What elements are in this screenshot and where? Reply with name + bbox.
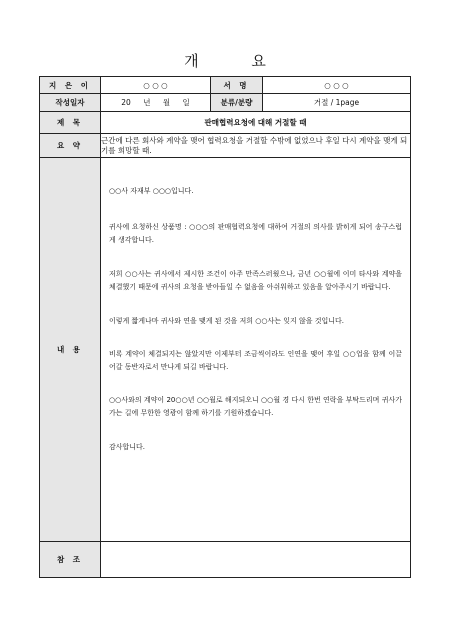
signature-label: 서 명	[211, 77, 263, 94]
content-paragraph: 저희 ○○사는 귀사에서 제시한 조건이 아주 만족스러웠으나, 금년 ○○월에 이미 타사와 계약을 체결했기 때문에 귀사의 요청을 받아들일 수 없음을 아쉬워하고 있음을 알아주시기 바랍니다.	[109, 270, 402, 291]
content-paragraph: ○○사와의 계약이 20○○년 ○○월로 해지되오니 ○○월 경 다시 한번 연락을 부탁드리며 귀사가 가는 길에 무한한 영광이 함께 하기를 기원하겠습니다.	[109, 396, 402, 417]
content-body	[101, 158, 411, 542]
subject-label: 제 목	[40, 112, 101, 134]
content-paragraph: ○○사 자재부 ○○○입니다.	[109, 187, 194, 195]
date-label: 작성일자	[40, 94, 101, 112]
author-label: 지 은 이	[40, 77, 101, 94]
content-paragraph: 귀사에 요청하신 상품명 : ○○○의 판매협력요청에 대하여 거절의 의사를 밝히게 되어 송구스럽게 생각합니다.	[109, 223, 402, 244]
content-paragraph: 이렇게 짧게나마 귀사와 연을 맺게 된 것을 저희 ○○사는 잊지 않을 것입니다.	[109, 317, 345, 325]
reference-label: 참 조	[40, 542, 101, 578]
content-paragraph: 감사합니다.	[109, 443, 146, 451]
content-paragraph: 비록 계약이 체결되지는 않았지만 이제부터 조금씩이라도 인연을 맺어 후일 ○○업을 함께 이끌어갈 동반자로서 만나게 되길 바랍니다.	[109, 350, 402, 371]
reference-value	[101, 542, 411, 578]
document-title: 개 요	[184, 52, 290, 70]
content-label: 내 용	[40, 158, 101, 542]
signature-value: ○ ○ ○	[263, 77, 411, 94]
author-value: ○ ○ ○	[101, 77, 211, 94]
summary-form-table	[39, 76, 411, 578]
summary-label: 요 약	[40, 134, 101, 158]
summary-value: 근간에 다른 회사와 계약을 맺어 협력요청을 거절할 수밖에 없었으나 후일 다시 계약을 맺게 되기를 희망할 때.	[101, 134, 411, 158]
subject-value: 판매협력요청에 대해 거절할 때	[101, 112, 411, 134]
category-value: 거절 / 1page	[263, 94, 411, 112]
date-value: 20 년 월 일	[101, 94, 211, 112]
category-label: 분류/분량	[211, 94, 263, 112]
